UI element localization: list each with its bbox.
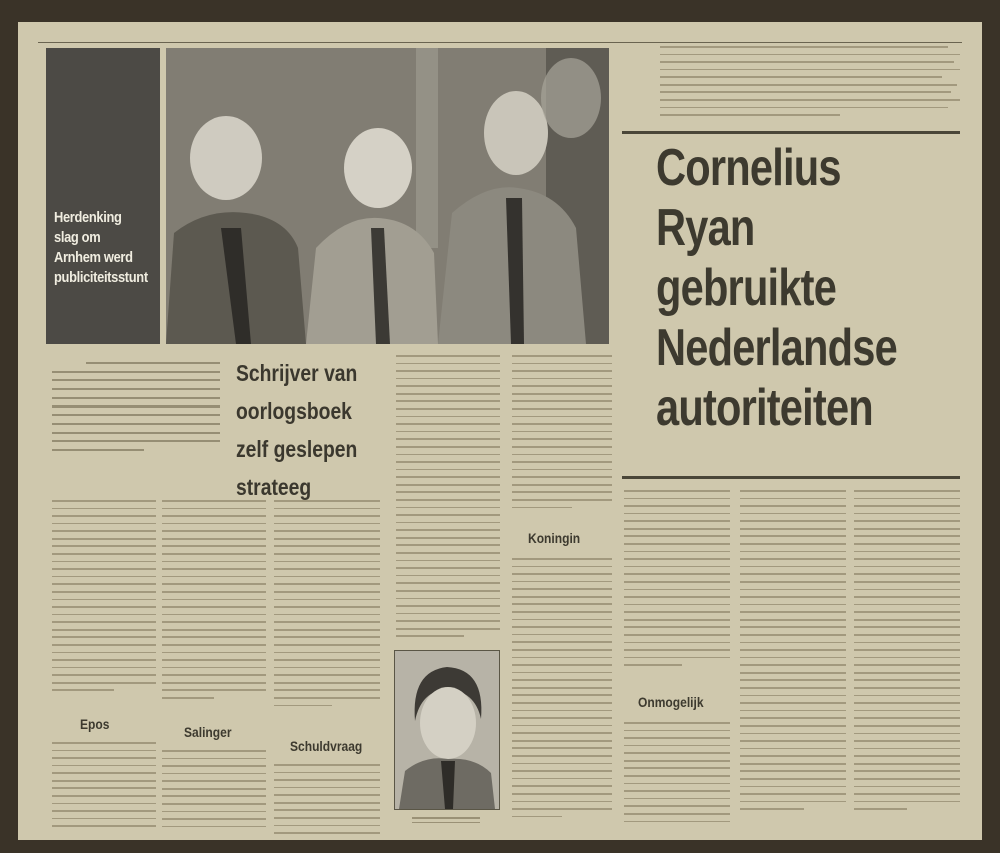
column-3-continued xyxy=(274,764,380,840)
kicker-text: Herdenking slag om Arnhem werd publiciteitsstunt xyxy=(54,209,148,286)
secondary-headline xyxy=(236,354,358,506)
headline-top-rule xyxy=(622,131,960,134)
headline-line-5: autoriteiten xyxy=(656,379,873,437)
column-5 xyxy=(512,355,612,514)
column-8 xyxy=(854,490,960,816)
headline-line-1: Cornelius xyxy=(656,139,841,197)
portrait-photo xyxy=(394,650,500,810)
photo-caption xyxy=(660,42,960,126)
column-5-continued xyxy=(512,558,612,823)
headline-line-2: Ryan xyxy=(656,199,755,257)
column-6 xyxy=(624,490,730,672)
subhead-koningin: Koningin xyxy=(528,530,581,546)
kicker-box xyxy=(46,48,160,344)
main-headline xyxy=(656,138,912,438)
headline-bottom-rule xyxy=(622,476,960,479)
subhead-schuldvraag: Schuldvraag xyxy=(290,738,363,754)
subhead-onmogelijk: Onmogelijk xyxy=(638,694,704,710)
caption-text xyxy=(660,46,960,122)
column-4 xyxy=(396,355,500,643)
column-1-continued xyxy=(52,742,156,833)
column-3 xyxy=(274,500,380,712)
subhead-epos: Epos xyxy=(80,716,110,732)
subheadline-line-4: strateeg xyxy=(236,474,312,500)
news-photo xyxy=(166,48,609,344)
column-2-continued xyxy=(162,750,266,833)
subheadline-line-2: oorlogsboek xyxy=(236,398,352,424)
photo-three-men xyxy=(166,48,609,344)
subheadline-line-3: zelf geslepen xyxy=(236,436,358,462)
intro-paragraph xyxy=(52,362,220,458)
subhead-salinger: Salinger xyxy=(184,724,232,740)
subheadline-line-1: Schrijver van xyxy=(236,360,358,386)
column-1 xyxy=(52,500,156,697)
portrait-man xyxy=(395,651,499,809)
portrait-caption xyxy=(394,814,498,826)
headline-line-3: gebruikte xyxy=(656,259,837,317)
column-2 xyxy=(162,500,266,705)
newspaper-page xyxy=(18,22,982,840)
column-7 xyxy=(740,490,846,816)
headline-line-4: Nederlandse xyxy=(656,319,897,377)
column-6-continued xyxy=(624,722,730,828)
